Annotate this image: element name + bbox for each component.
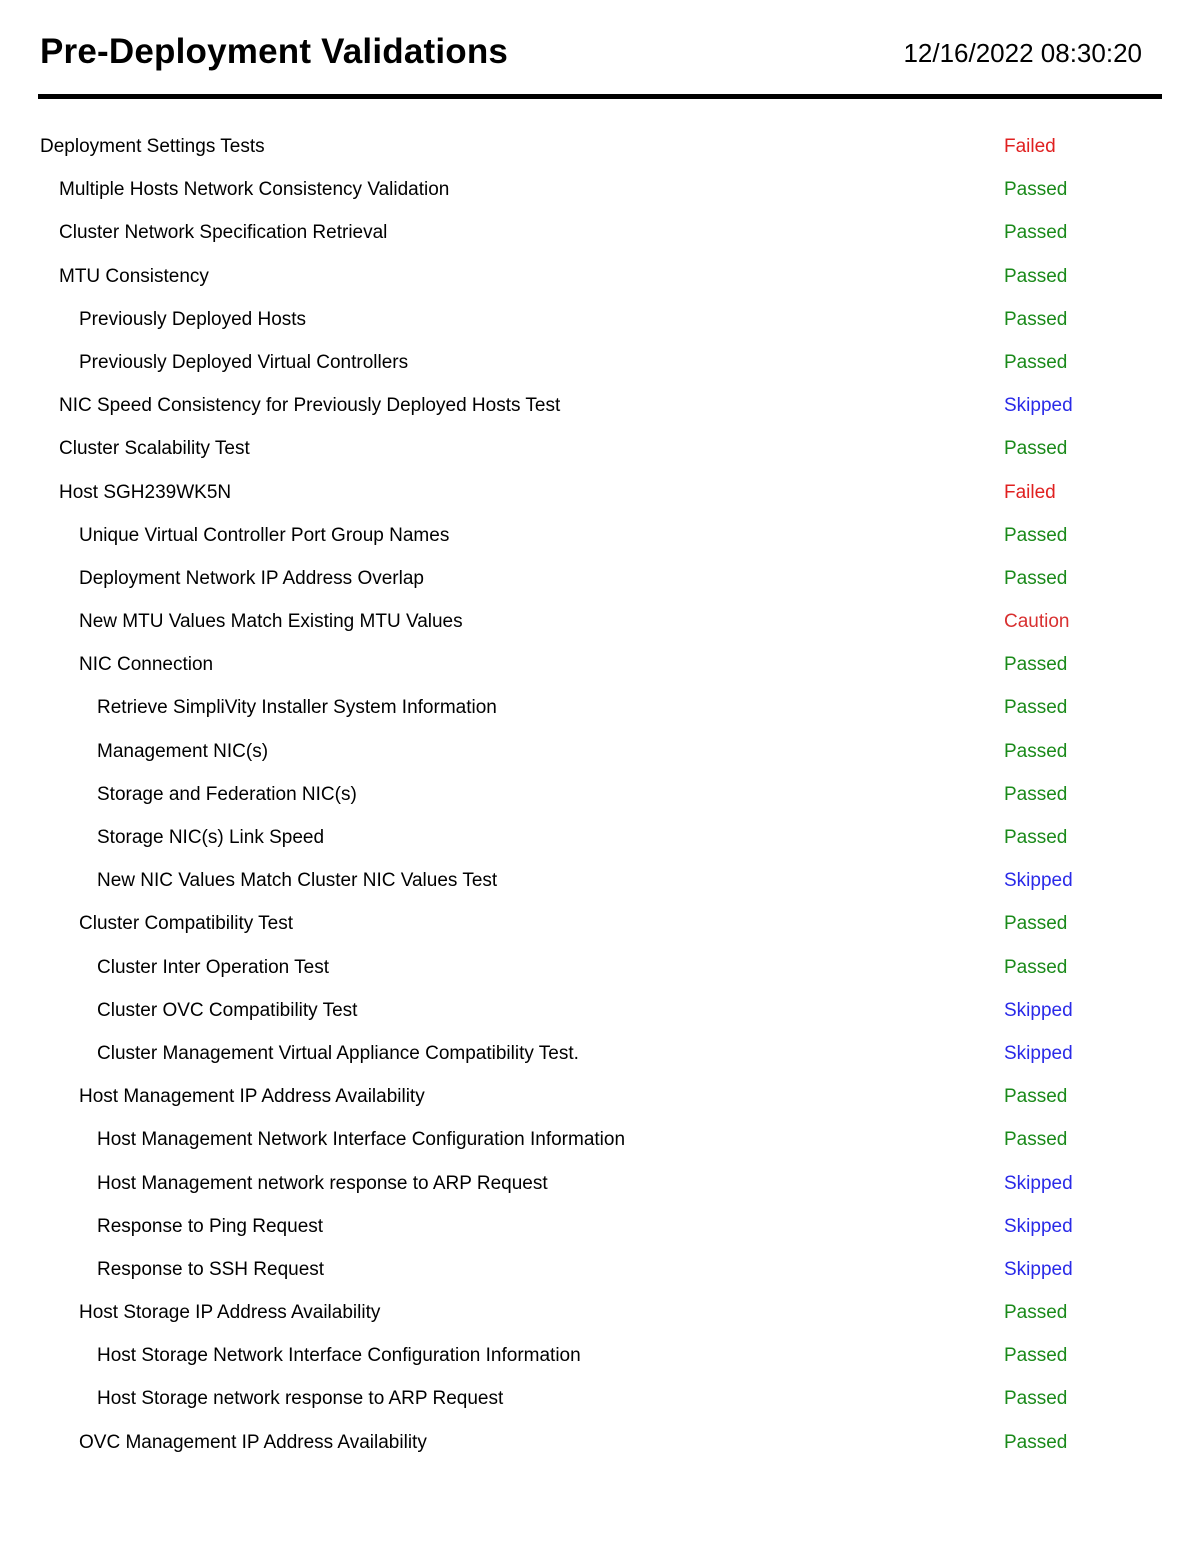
test-status: Failed bbox=[1004, 481, 1056, 503]
test-name: OVC Management IP Address Availability bbox=[79, 1431, 427, 1453]
test-name: New NIC Values Match Cluster NIC Values Test bbox=[97, 870, 498, 892]
test-row bbox=[0, 903, 1200, 946]
test-name: Deployment Network IP Address Overlap bbox=[79, 567, 424, 589]
test-name: Deployment Settings Tests bbox=[40, 136, 265, 157]
test-row bbox=[0, 515, 1200, 558]
test-name: Response to SSH Request bbox=[97, 1258, 325, 1280]
test-status: Passed bbox=[1004, 956, 1068, 978]
test-name: Retrieve SimpliVity Installer System Information bbox=[97, 697, 497, 719]
test-status: Passed bbox=[1004, 740, 1068, 762]
test-name: Cluster Inter Operation Test bbox=[97, 956, 329, 978]
test-row bbox=[0, 1119, 1200, 1162]
test-name: Cluster OVC Compatibility Test bbox=[97, 999, 358, 1021]
test-name: Management NIC(s) bbox=[97, 740, 269, 762]
test-name: Cluster Compatibility Test bbox=[79, 913, 294, 935]
header-divider bbox=[38, 94, 1162, 99]
test-status: Caution bbox=[1004, 611, 1070, 633]
test-row bbox=[0, 1033, 1200, 1076]
test-row bbox=[0, 1378, 1200, 1421]
test-name: Unique Virtual Controller Port Group Names bbox=[79, 524, 450, 546]
test-row bbox=[0, 169, 1200, 212]
page-title: Pre-Deployment Validations bbox=[40, 32, 509, 71]
test-name: Response to Ping Request bbox=[97, 1215, 324, 1237]
test-status: Passed bbox=[1004, 1302, 1068, 1324]
test-status: Passed bbox=[1004, 827, 1068, 848]
test-name: NIC Speed Consistency for Previously Deployed Hosts Test bbox=[59, 395, 561, 417]
test-row bbox=[0, 644, 1200, 687]
test-name: Host Management network response to ARP Request bbox=[97, 1172, 548, 1194]
test-status: Passed bbox=[1004, 222, 1068, 244]
test-row bbox=[0, 1206, 1200, 1249]
test-name: Host Management Network Interface Configuration Information bbox=[97, 1129, 626, 1151]
test-name: Host Management IP Address Availability bbox=[79, 1086, 425, 1108]
test-row bbox=[0, 256, 1200, 299]
test-status: Passed bbox=[1004, 567, 1068, 589]
test-status: Passed bbox=[1004, 783, 1068, 805]
test-status: Skipped bbox=[1004, 1172, 1073, 1194]
test-row bbox=[0, 990, 1200, 1033]
test-name: Cluster Scalability Test bbox=[59, 438, 250, 460]
test-status: Passed bbox=[1004, 1345, 1068, 1367]
test-status: Passed bbox=[1004, 438, 1068, 460]
test-row bbox=[0, 1422, 1200, 1465]
test-status: Passed bbox=[1004, 1388, 1068, 1410]
test-status: Skipped bbox=[1004, 395, 1073, 417]
test-row bbox=[0, 428, 1200, 471]
test-status: Passed bbox=[1004, 654, 1068, 676]
test-status: Passed bbox=[1004, 1129, 1068, 1151]
test-status: Passed bbox=[1004, 697, 1068, 719]
test-status: Passed bbox=[1004, 1431, 1068, 1453]
test-row bbox=[0, 558, 1200, 601]
test-status: Passed bbox=[1004, 265, 1068, 287]
test-status: Passed bbox=[1004, 308, 1068, 330]
test-status: Skipped bbox=[1004, 1042, 1073, 1064]
test-status: Skipped bbox=[1004, 999, 1073, 1021]
test-status: Skipped bbox=[1004, 870, 1073, 892]
test-row bbox=[0, 1335, 1200, 1378]
test-status: Passed bbox=[1004, 179, 1068, 201]
test-row bbox=[0, 299, 1200, 342]
test-row bbox=[0, 385, 1200, 428]
test-status: Passed bbox=[1004, 913, 1068, 935]
report-header bbox=[40, 32, 1142, 82]
test-results-list bbox=[0, 126, 1200, 1465]
test-status: Failed bbox=[1004, 136, 1056, 157]
test-row bbox=[0, 1249, 1200, 1292]
test-row bbox=[0, 860, 1200, 903]
test-name: Host Storage Network Interface Configuration Information bbox=[97, 1345, 581, 1367]
test-name: NIC Connection bbox=[79, 654, 214, 676]
test-name: Cluster Management Virtual Appliance Compatibility Test. bbox=[97, 1042, 579, 1064]
test-row bbox=[0, 601, 1200, 644]
test-row bbox=[0, 687, 1200, 730]
test-name: Storage and Federation NIC(s) bbox=[97, 783, 357, 805]
test-status: Skipped bbox=[1004, 1215, 1073, 1237]
test-name: New MTU Values Match Existing MTU Values bbox=[79, 611, 463, 633]
test-status: Passed bbox=[1004, 524, 1068, 546]
report-timestamp: 12/16/2022 08:30:20 bbox=[903, 38, 1142, 68]
test-row bbox=[0, 126, 1200, 169]
test-row bbox=[0, 472, 1200, 515]
test-row bbox=[0, 1076, 1200, 1119]
test-status: Passed bbox=[1004, 1086, 1068, 1108]
test-row bbox=[0, 731, 1200, 774]
test-name: Host Storage IP Address Availability bbox=[79, 1302, 381, 1324]
test-name: Storage NIC(s) Link Speed bbox=[97, 827, 325, 848]
test-row bbox=[0, 817, 1200, 860]
test-name: Host SGH239WK5N bbox=[59, 481, 232, 503]
test-name: MTU Consistency bbox=[59, 265, 209, 287]
test-row bbox=[0, 342, 1200, 385]
test-row bbox=[0, 947, 1200, 990]
test-row bbox=[0, 1292, 1200, 1335]
test-name: Cluster Network Specification Retrieval bbox=[59, 222, 388, 244]
test-row bbox=[0, 212, 1200, 255]
test-row bbox=[0, 1163, 1200, 1206]
test-name: Previously Deployed Virtual Controllers bbox=[79, 351, 409, 373]
test-row bbox=[0, 774, 1200, 817]
test-name: Host Storage network response to ARP Request bbox=[97, 1388, 504, 1410]
test-name: Previously Deployed Hosts bbox=[79, 308, 307, 330]
test-name: Multiple Hosts Network Consistency Validation bbox=[59, 179, 450, 201]
test-status: Skipped bbox=[1004, 1258, 1073, 1280]
test-status: Passed bbox=[1004, 351, 1068, 373]
